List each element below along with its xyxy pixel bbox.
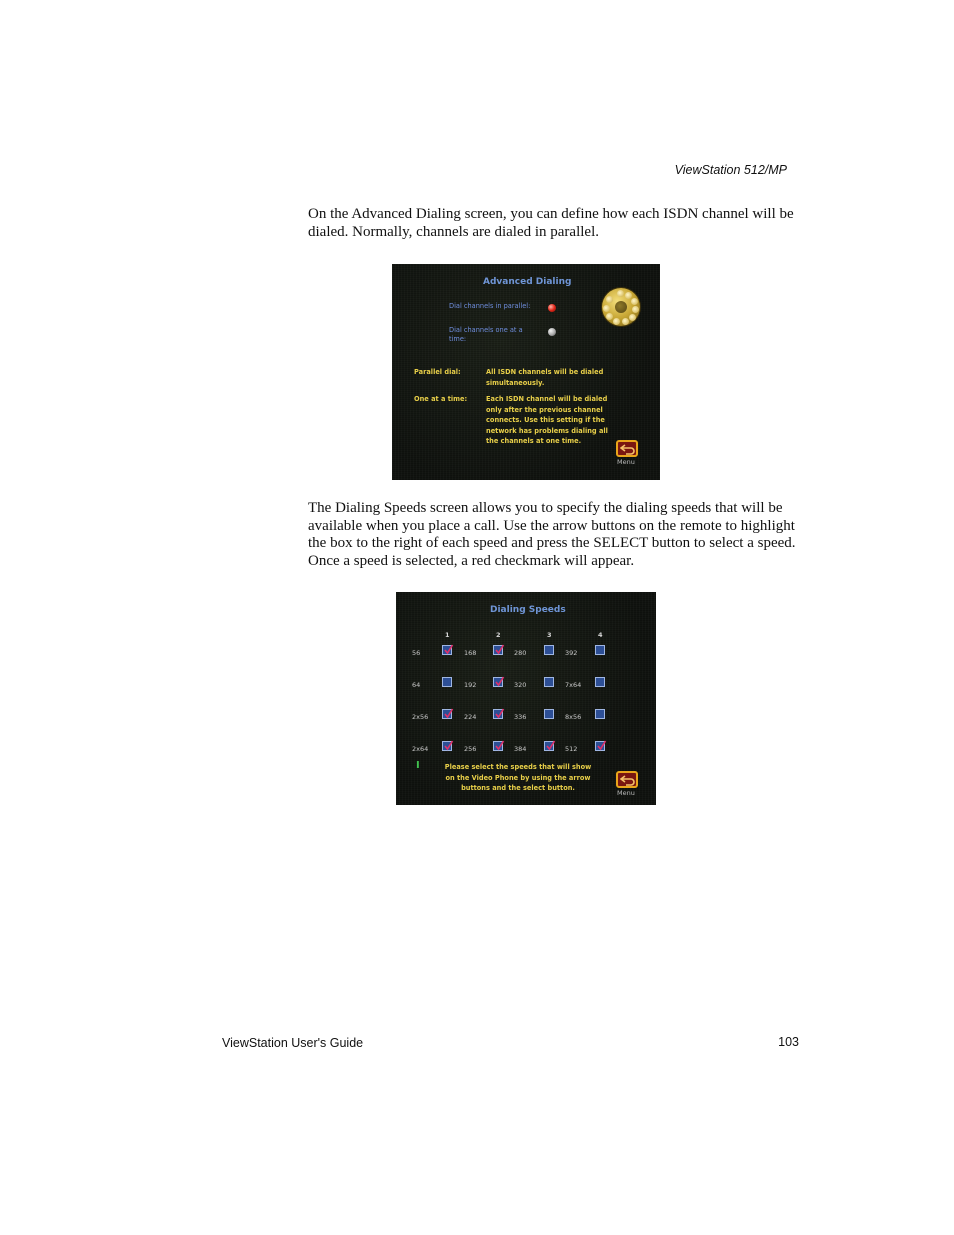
dialing-speeds-paragraph: The Dialing Speeds screen allows you to specify the dialing speeds that will be available when you place a call. Use the arrow buttons on the remote to highlight the box to the right of each speed and press the SELECT button to select a speed. Once a speed is selected, a red checkmark will appear. (308, 500, 796, 569)
instruction-text (436, 762, 600, 794)
checkmark-icon (494, 644, 505, 655)
one-at-a-time-description (486, 394, 608, 447)
speed-checkbox[interactable] (493, 677, 503, 687)
checkmark-icon (443, 708, 454, 719)
speed-label: 64 (412, 681, 421, 689)
desc-line: connects. Use this setting if the (486, 416, 605, 424)
speed-checkbox[interactable] (544, 677, 554, 687)
dialing-speeds-title: Dialing Speeds (490, 605, 566, 615)
desc-line: network has problems dialing all (486, 426, 608, 435)
instruction-line: on the Video Phone by using the arrow (445, 773, 591, 782)
speed-label: 168 (464, 649, 477, 657)
column-header-3: 3 (547, 631, 552, 639)
option-parallel-label: Dial channels in parallel: (449, 302, 531, 310)
option-one-at-a-time-line1: Dial channels one at a (449, 326, 523, 334)
desc-line: the channels at one time. (486, 437, 582, 445)
back-arrow-icon (620, 774, 635, 786)
speed-checkbox[interactable] (595, 741, 605, 751)
menu-button[interactable] (616, 440, 638, 457)
speed-checkbox[interactable] (544, 645, 554, 655)
speed-label: 280 (514, 649, 527, 657)
parallel-radio[interactable] (548, 304, 556, 312)
speed-label: 224 (464, 713, 477, 721)
menu-button[interactable] (616, 771, 638, 788)
checkmark-icon (443, 740, 454, 751)
speed-checkbox[interactable] (493, 741, 503, 751)
dialing-speeds-screen (396, 592, 656, 805)
desc-line: All ISDN channels will be dialed (486, 368, 604, 376)
one-at-a-time-term: One at a time: (414, 395, 468, 403)
speed-checkbox[interactable] (442, 709, 452, 719)
back-arrow-icon (620, 443, 635, 455)
menu-label: Menu (617, 458, 635, 466)
speed-label: 336 (514, 713, 527, 721)
speed-checkbox[interactable] (493, 645, 503, 655)
speed-label: 2x64 (412, 745, 429, 753)
intro-paragraph: On the Advanced Dialing screen, you can define how each ISDN channel will be dialed. Normally, channels are dialed in parallel. (308, 206, 794, 240)
footer-guide-title: ViewStation User's Guide (222, 1036, 364, 1050)
speed-label: 384 (514, 745, 527, 753)
speed-checkbox[interactable] (493, 709, 503, 719)
speed-checkbox[interactable] (595, 709, 605, 719)
column-header-4: 4 (598, 631, 603, 639)
cursor-icon: I (416, 760, 420, 771)
speed-checkbox[interactable] (544, 741, 554, 751)
checkmark-icon (545, 740, 556, 751)
desc-line: simultaneously. (486, 378, 545, 387)
speed-label: 320 (514, 681, 527, 689)
parallel-dial-description (486, 367, 603, 388)
checkmark-icon (494, 676, 505, 687)
advanced-dialing-title: Advanced Dialing (483, 277, 572, 287)
speed-checkbox[interactable] (595, 645, 605, 655)
parallel-dial-term: Parallel dial: (414, 368, 461, 376)
column-header-1: 1 (445, 631, 450, 639)
checkmark-icon (494, 708, 505, 719)
speed-label: 8x56 (565, 713, 582, 721)
desc-line: only after the previous channel (486, 405, 603, 414)
speed-label: 256 (464, 745, 477, 753)
speed-checkbox[interactable] (442, 677, 452, 687)
one-at-a-time-radio[interactable] (548, 328, 556, 336)
checkmark-icon (494, 740, 505, 751)
checkmark-icon (596, 740, 607, 751)
speed-label: 56 (412, 649, 421, 657)
page-number: 103 (778, 1035, 799, 1049)
instruction-line: Please select the speeds that will show (444, 763, 592, 771)
option-one-at-a-time-line2: time: (449, 335, 467, 343)
speed-checkbox[interactable] (544, 709, 554, 719)
speed-label: 2x56 (412, 713, 429, 721)
speed-checkbox[interactable] (442, 741, 452, 751)
speed-checkbox[interactable] (595, 677, 605, 687)
speed-label: 7x64 (565, 681, 582, 689)
checkmark-icon (443, 644, 454, 655)
menu-label: Menu (617, 789, 635, 797)
speed-label: 512 (565, 745, 578, 753)
advanced-dialing-screen (392, 264, 660, 480)
column-header-2: 2 (496, 631, 501, 639)
instruction-line: buttons and the select button. (461, 784, 575, 792)
option-one-at-a-time-label (449, 326, 523, 344)
speed-label: 192 (464, 681, 477, 689)
speed-checkbox[interactable] (442, 645, 452, 655)
speed-label: 392 (565, 649, 578, 657)
rotary-dial-icon (602, 288, 640, 326)
running-head: ViewStation 512/MP (674, 163, 787, 177)
desc-line: Each ISDN channel will be dialed (486, 395, 608, 403)
